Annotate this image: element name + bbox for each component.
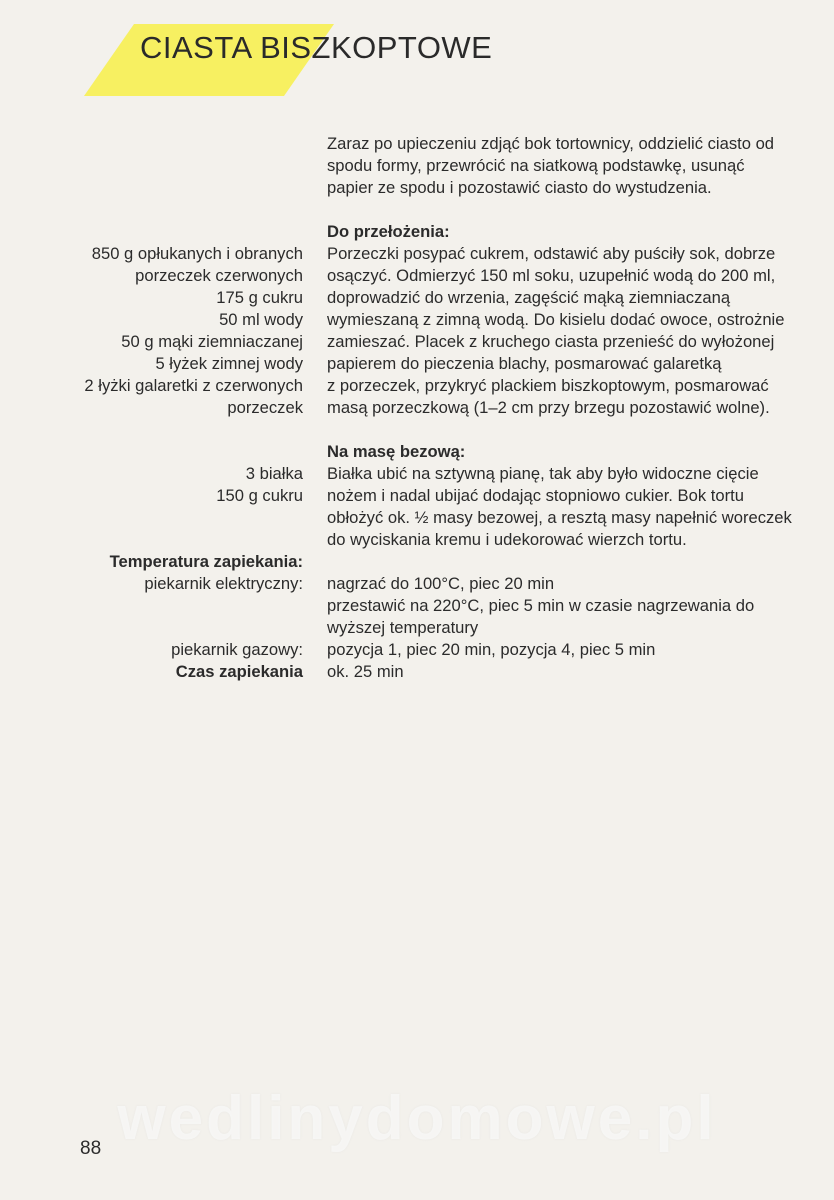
baking-temperature-heading: Temperatura zapiekania: xyxy=(109,552,303,571)
watermark: wedlinydomowe.pl xyxy=(117,1084,717,1153)
filling-ingredient: porzeczek xyxy=(227,398,303,417)
filling-ingredient: 50 g mąki ziemniaczanej xyxy=(121,332,303,351)
filling-line: osączyć. Odmierzyć 150 ml soku, uzupełnić wodą do 200 ml, xyxy=(327,266,776,285)
meringue-ingredient: 150 g cukru xyxy=(216,486,303,505)
electric-oven-line: wyższej temperatury xyxy=(327,618,479,637)
electric-oven-line: nagrzać do 100°C, piec 20 min xyxy=(327,574,555,593)
intro-line: spodu formy, przewrócić na siatkową podstawkę, usunąć xyxy=(327,156,745,175)
filling-heading: Do przełożenia: xyxy=(327,222,450,241)
filling-ingredient: 2 łyżki galaretki z czerwonych xyxy=(84,376,303,395)
filling-ingredient: 850 g opłukanych i obranych xyxy=(91,244,303,263)
page-title: CIASTA BISZKOPTOWE xyxy=(140,30,493,65)
meringue-line: do wyciskania kremu i udekorować wierzch tortu. xyxy=(327,530,687,549)
baking-time-label: Czas zapiekania xyxy=(175,662,303,681)
electric-oven-line: przestawić na 220°C, piec 5 min w czasie nagrzewania do xyxy=(327,596,755,615)
meringue-line: nożem i nadal ubijać dodając stopniowo cukier. Bok tortu xyxy=(327,486,744,505)
gas-oven-label: piekarnik gazowy: xyxy=(171,640,303,659)
filling-ingredient: 5 łyżek zimnej wody xyxy=(155,354,303,373)
intro-line: Zaraz po upieczeniu zdjąć bok tortownicy, oddzielić ciasto od xyxy=(327,134,775,153)
meringue-line: obłożyć ok. ½ masy bezowej, a resztą masy napełnić woreczek xyxy=(327,508,792,527)
meringue-line: Białka ubić na sztywną pianę, tak aby było widoczne cięcie xyxy=(327,464,759,483)
filling-line: papierem do pieczenia blachy, posmarować galaretką xyxy=(327,354,722,373)
filling-ingredient: 175 g cukru xyxy=(216,288,303,307)
filling-line: masą porzeczkową (1–2 cm przy brzegu pozostawić wolne). xyxy=(327,398,770,417)
filling-line: zamieszać. Placek z kruchego ciasta przenieść do wyłożonej xyxy=(327,332,775,351)
meringue-ingredient: 3 białka xyxy=(245,464,303,483)
page-number: 88 xyxy=(80,1138,102,1159)
filling-line: Porzeczki posypać cukrem, odstawić aby puściły sok, dobrze xyxy=(327,244,776,263)
intro-line: papier ze spodu i pozostawić ciasto do wystudzenia. xyxy=(327,178,712,197)
meringue-heading: Na masę bezową: xyxy=(327,442,466,461)
electric-oven-label: piekarnik elektryczny: xyxy=(144,574,303,593)
filling-line: wymieszaną z zimną wodą. Do kisielu dodać owoce, ostrożnie xyxy=(327,310,785,329)
filling-ingredient: porzeczek czerwonych xyxy=(135,266,303,285)
filling-line: z porzeczek, przykryć plackiem biszkoptowym, posmarować xyxy=(327,376,769,395)
filling-line: doprowadzić do wrzenia, zagęścić mąką ziemniaczaną xyxy=(327,288,731,307)
gas-oven-line: pozycja 1, piec 20 min, pozycja 4, piec 5 min xyxy=(327,640,656,659)
filling-ingredient: 50 ml wody xyxy=(219,310,303,329)
baking-time-value: ok. 25 min xyxy=(327,662,404,681)
